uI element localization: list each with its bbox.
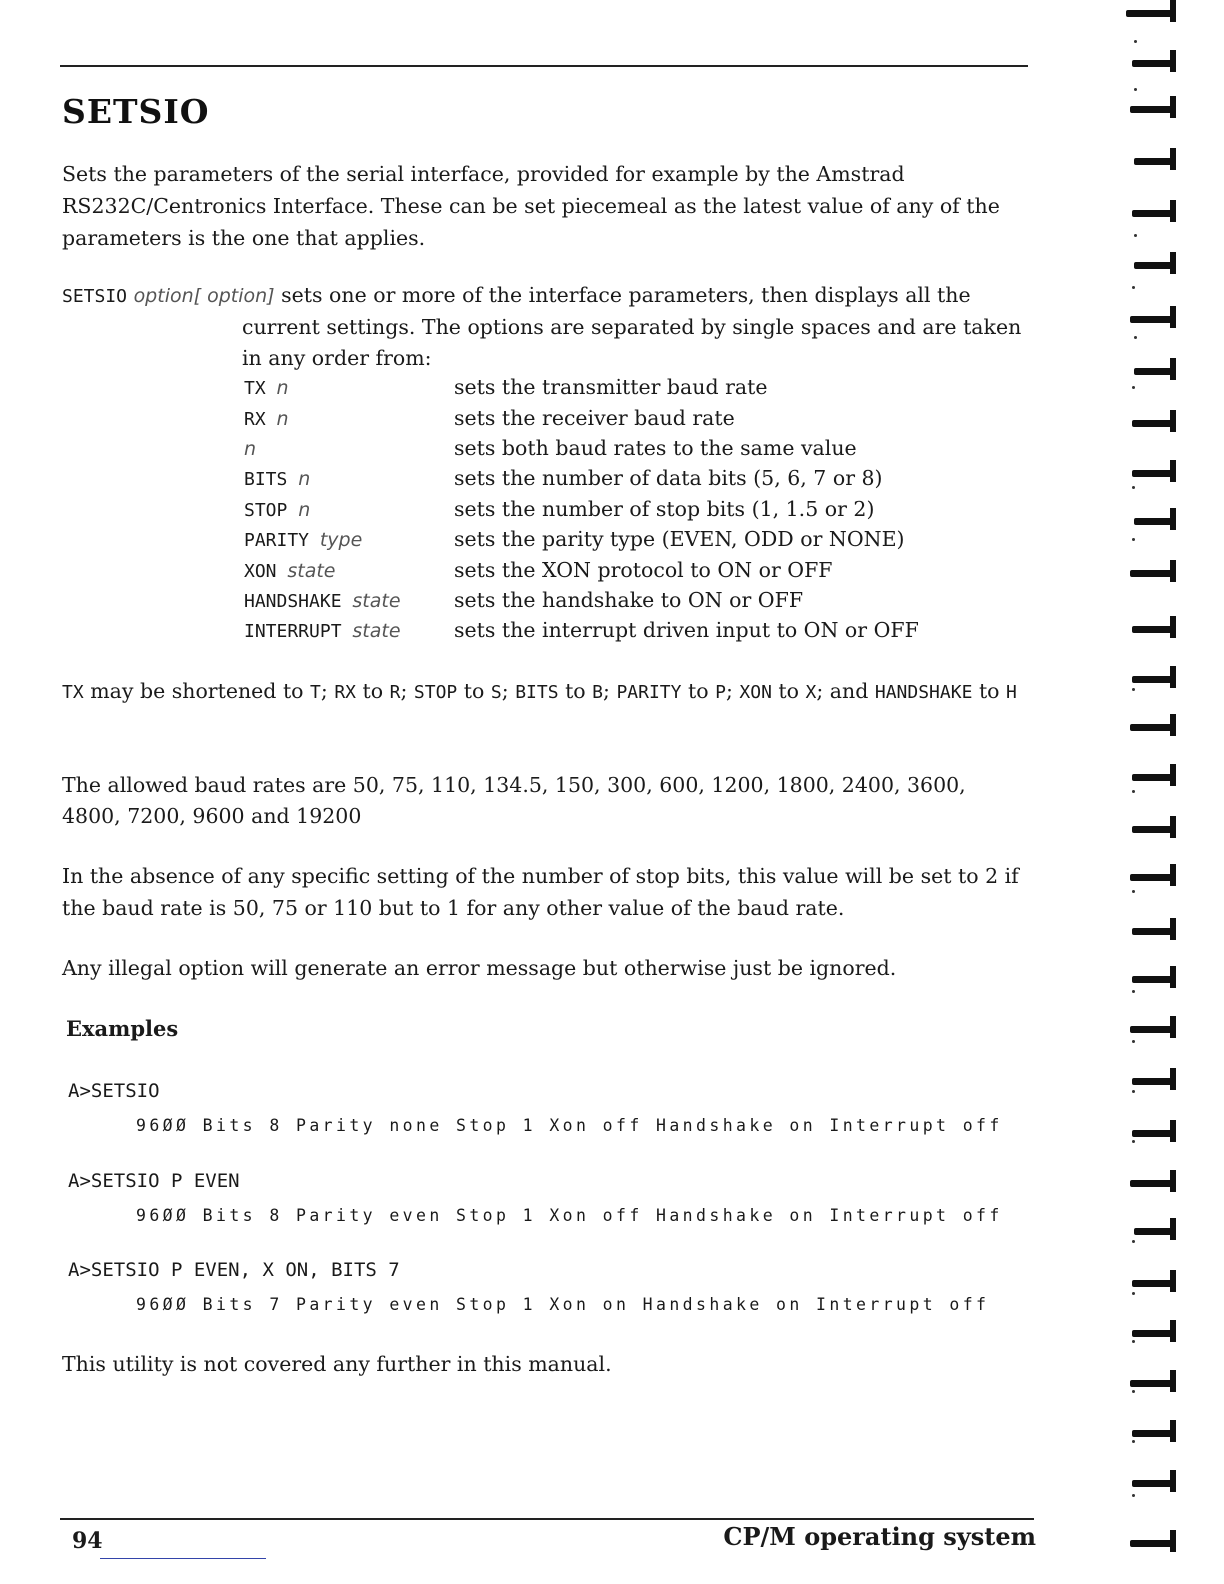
option-desc: sets the parity type (EVEN, ODD or NONE) xyxy=(454,527,905,552)
abbrev-code: TX xyxy=(62,682,84,703)
option-keyword: XON xyxy=(244,560,288,582)
example-command: A>SETSIO P EVEN, X ON, BITS 7 xyxy=(68,1259,400,1281)
example-output: 96ØØ Bits 8 Parity even Stop 1 Xon off Handshake on Interrupt off xyxy=(136,1206,1003,1225)
option-row xyxy=(244,433,1034,463)
edge-dot xyxy=(1132,1440,1135,1443)
syntax-block xyxy=(62,280,1028,374)
thumb-tab xyxy=(1132,1280,1176,1287)
thumb-tab xyxy=(1132,60,1176,67)
example-command: A>SETSIO P EVEN xyxy=(68,1170,240,1192)
edge-dot xyxy=(1134,234,1137,237)
abbrev-code: RX xyxy=(334,682,357,703)
examples-heading: Examples xyxy=(66,1016,179,1041)
abbrev-text: ; and xyxy=(816,679,875,703)
section-name: CP/M operating system xyxy=(723,1522,1036,1551)
thumb-tab xyxy=(1132,676,1176,683)
abbrev-code: S xyxy=(490,682,502,703)
edge-dot xyxy=(1134,336,1137,339)
abbrev-code: H xyxy=(1006,682,1017,703)
thumb-tab xyxy=(1132,1480,1176,1487)
edge-dot xyxy=(1132,486,1135,489)
abbrev-text: to xyxy=(972,679,1007,703)
edge-dot xyxy=(1132,890,1135,893)
option-row xyxy=(244,585,1034,615)
page-number: 94 xyxy=(72,1528,103,1554)
option-arg: n xyxy=(244,437,257,460)
abbrev-text: ; xyxy=(501,679,516,703)
abbrev-code: STOP xyxy=(413,682,458,703)
option-desc: sets the XON protocol to ON or OFF xyxy=(454,557,833,582)
thumb-tab xyxy=(1132,928,1176,935)
abbrev-text: ; xyxy=(725,679,740,703)
option-keyword: PARITY xyxy=(244,530,320,552)
abbrev-code: PARITY xyxy=(616,682,682,703)
thumb-tab xyxy=(1132,420,1176,427)
syntax-command: SETSIO xyxy=(62,286,128,307)
option-desc: sets the receiver baud rate xyxy=(454,405,735,430)
option-keyword: RX xyxy=(244,408,277,430)
closing-paragraph: This utility is not covered any further in this manual. xyxy=(62,1352,612,1376)
thumb-tab xyxy=(1132,470,1176,477)
stop-bits-paragraph: In the absence of any specific setting of the number of stop bits, this value will be set to 2 if the baud rate is 50, 75 or 110 but to 1 for any other value of the baud rate. xyxy=(62,864,1019,920)
edge-dot xyxy=(1132,990,1135,993)
option-arg: n xyxy=(276,407,289,430)
baud-rates-paragraph: The allowed baud rates are 50, 75, 110, 134.5, 150, 300, 600, 1200, 1800, 2400, 3600, 4800, 7200, 9600 and 19200 xyxy=(62,773,966,828)
edge-dot xyxy=(1134,40,1137,43)
abbrev-text: to xyxy=(356,679,390,703)
option-arg: state xyxy=(287,559,336,582)
syntax-desc-rest: current settings. The options are separated by single spaces and are taken in any order from: xyxy=(242,315,1022,370)
thumb-tab xyxy=(1130,1026,1176,1033)
option-arg: type xyxy=(319,529,363,552)
abbrev-code: B xyxy=(592,682,604,703)
edge-dot xyxy=(1134,88,1137,91)
thumb-tab xyxy=(1132,774,1176,781)
thumb-tab xyxy=(1130,874,1176,881)
option-keyword: INTERRUPT xyxy=(244,621,353,643)
option-arg: state xyxy=(352,589,401,612)
abbrev-code: X xyxy=(805,682,817,703)
thumb-tab xyxy=(1134,262,1176,269)
edge-dot xyxy=(1132,1040,1135,1043)
edge-dot xyxy=(1132,1090,1135,1093)
thumb-tab xyxy=(1130,1180,1176,1187)
edge-dot xyxy=(1132,1390,1135,1393)
option-row xyxy=(244,402,1034,432)
thumb-tab xyxy=(1132,1430,1176,1437)
abbrev-text: ; xyxy=(320,679,335,703)
footer-rule xyxy=(60,1518,1034,1520)
abbrev-code: XON xyxy=(739,682,772,703)
option-desc: sets the number of stop bits (1, 1.5 or 2) xyxy=(454,496,875,521)
edge-dot xyxy=(1132,1340,1135,1343)
thumb-tab xyxy=(1126,10,1176,17)
thumb-tab xyxy=(1130,1540,1176,1547)
option-desc: sets the handshake to ON or OFF xyxy=(454,587,804,612)
header-rule xyxy=(60,65,1028,67)
abbrev-code: T xyxy=(310,682,321,703)
thumb-tab xyxy=(1134,1228,1176,1235)
abbrev-text: to xyxy=(681,679,716,703)
option-row xyxy=(244,372,1034,402)
binding-edge-tabs xyxy=(1120,0,1224,1584)
option-keyword: STOP xyxy=(244,499,299,521)
abbrev-text: to xyxy=(457,679,491,703)
syntax-args: option[ option] xyxy=(133,285,275,307)
edge-dot xyxy=(1132,286,1135,289)
example-command: A>SETSIO xyxy=(68,1080,160,1102)
thumb-tab xyxy=(1132,1078,1176,1085)
thumb-tab xyxy=(1130,570,1176,577)
abbrev-code: HANDSHAKE xyxy=(874,682,973,703)
thumb-tab xyxy=(1134,158,1176,165)
abbrev-text: to xyxy=(558,679,593,703)
edge-dot xyxy=(1132,1240,1135,1243)
option-row xyxy=(244,615,1034,645)
abbrev-code: BITS xyxy=(515,682,559,703)
thumb-tab xyxy=(1132,1130,1176,1137)
thumb-tab xyxy=(1132,1330,1176,1337)
abbrev-text: may be shortened to xyxy=(83,679,311,703)
example-output: 96ØØ Bits 7 Parity even Stop 1 Xon on Handshake on Interrupt off xyxy=(136,1295,990,1314)
edge-dot xyxy=(1132,1292,1135,1295)
option-row xyxy=(244,494,1034,524)
option-keyword: TX xyxy=(244,378,277,400)
options-table xyxy=(244,372,1034,646)
thumb-tab xyxy=(1130,724,1176,731)
option-keyword: BITS xyxy=(244,469,299,491)
thumb-tab xyxy=(1130,316,1176,323)
option-row xyxy=(244,524,1034,554)
edge-dot xyxy=(1132,790,1135,793)
edge-dot xyxy=(1132,386,1135,389)
option-desc: sets the transmitter baud rate xyxy=(454,375,768,400)
option-arg: n xyxy=(298,498,311,521)
abbrev-text: ; xyxy=(603,679,617,703)
thumb-tab xyxy=(1134,518,1176,525)
thumb-tab xyxy=(1130,106,1176,113)
edge-dot xyxy=(1132,538,1135,541)
thumb-tab xyxy=(1134,368,1176,375)
abbrev-code: P xyxy=(715,682,726,703)
thumb-tab xyxy=(1132,826,1176,833)
thumb-tab xyxy=(1132,976,1176,983)
abbrev-text: to xyxy=(771,679,806,703)
option-row xyxy=(244,463,1034,493)
abbrev-code: R xyxy=(389,682,401,703)
intro-paragraph: Sets the parameters of the serial interface, provided for example by the Amstrad RS232C/Centronics Interface. These can be set piecemeal as the latest value of any of the parameters is the one that applies. xyxy=(62,162,1000,250)
option-arg: n xyxy=(276,377,289,400)
edge-dot xyxy=(1132,688,1135,691)
option-keyword: HANDSHAKE xyxy=(244,590,353,612)
syntax-desc-first: sets one or more of the interface parameters, then displays all the xyxy=(274,283,971,307)
edge-dot xyxy=(1132,1494,1135,1497)
option-desc: sets both baud rates to the same value xyxy=(454,435,857,460)
option-desc: sets the interrupt driven input to ON or OFF xyxy=(454,618,919,643)
page-title: SETSIO xyxy=(62,92,210,131)
option-arg: state xyxy=(352,620,401,643)
thumb-tab xyxy=(1132,210,1176,217)
option-desc: sets the number of data bits (5, 6, 7 or 8) xyxy=(454,466,883,491)
edge-dot xyxy=(1132,1140,1135,1143)
abbreviation-paragraph xyxy=(62,676,1028,708)
illegal-option-paragraph: Any illegal option will generate an error message but otherwise just be ignored. xyxy=(62,956,897,980)
page-number-underline xyxy=(100,1558,266,1559)
option-arg: n xyxy=(298,468,311,491)
option-row xyxy=(244,554,1034,584)
abbrev-text: ; xyxy=(400,679,414,703)
example-output: 96ØØ Bits 8 Parity none Stop 1 Xon off Handshake on Interrupt off xyxy=(136,1116,1003,1135)
thumb-tab xyxy=(1130,1380,1176,1387)
thumb-tab xyxy=(1132,626,1176,633)
